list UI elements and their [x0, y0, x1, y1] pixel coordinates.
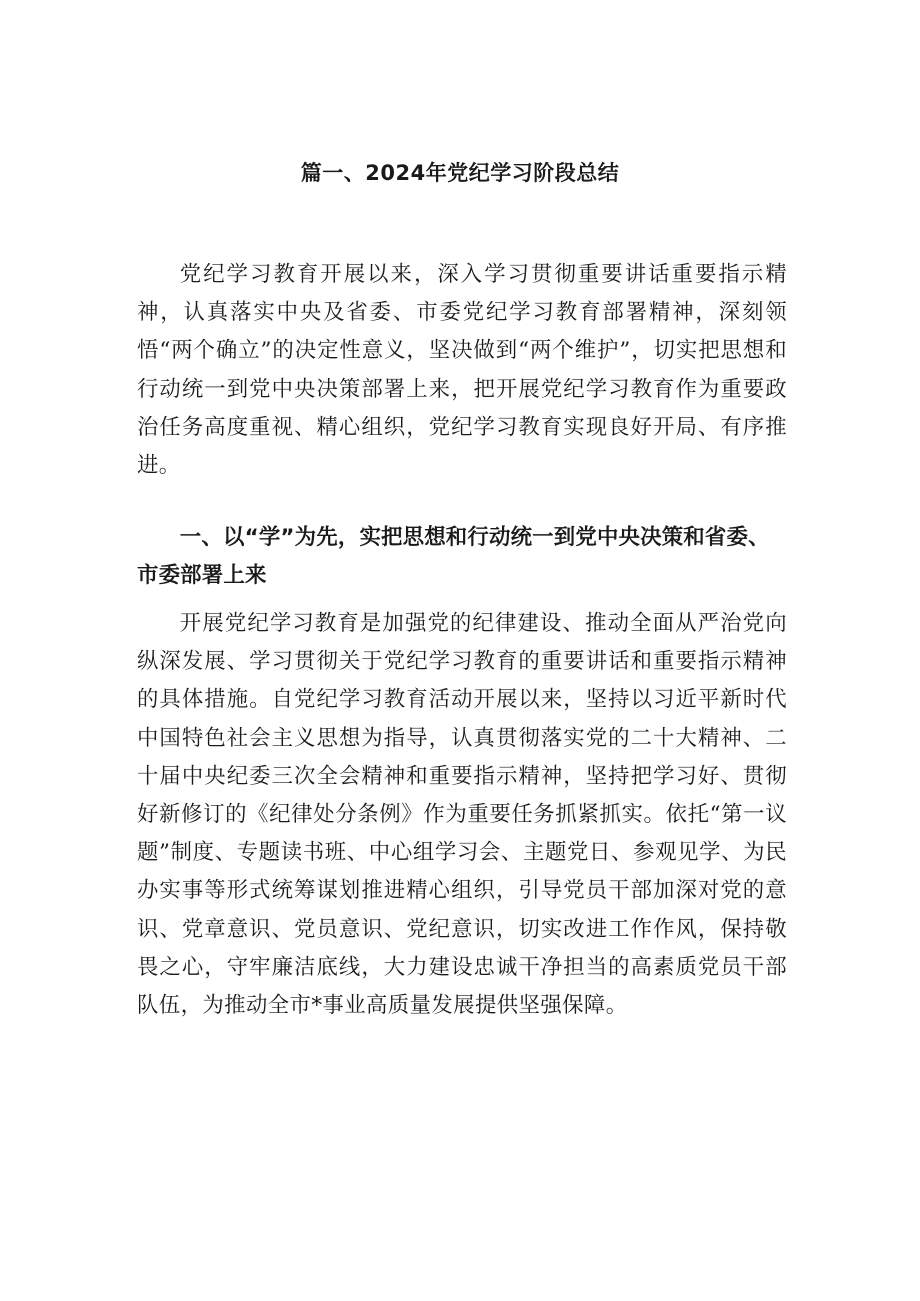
- document-title: 篇一、2024年党纪学习阶段总结: [300, 161, 620, 185]
- intro-paragraph: 党纪学习教育开展以来，深入学习贯彻重要讲话重要指示精神，认真落实中央及省委、市委党纪学习教育部署精神，深刻领悟“两个确立”的决定性意义，坚决做到“两个维护”，切实把思想和行动统一到党中央决策部署上来，把开展党纪学习教育作为重要政治任务高度重视、精心组织，党纪学习教育实现良好开局、有序推进。: [137, 262, 787, 479]
- section-heading: 一、以“学”为先，实把思想和行动统一到党中央决策和省委、市委部署上来: [137, 525, 770, 589]
- section-paragraph: 开展党纪学习教育是加强党的纪律建设、推动全面从严治党向纵深发展、学习贯彻关于党纪学习教育的重要讲话和重要指示精神的具体措施。自党纪学习教育活动开展以来，坚持以习近平新时代中国特色社会主义思想为指导，认真贯彻落实党的二十大精神、二十届中央纪委三次全会精神和重要指示精神，坚持把学习好、贯彻好新修订的《纪律处分条例》作为重要任务抓紧抓实。依托“第一议题”制度、专题读书班、中心组学习会、主题党日、参观见学、为民办实事等形式统筹谋划推进精心组织，引导党员干部加深对党的意识、党章意识、党员意识、党纪意识，切实改进工作作风，保持敬畏之心，守牢廉洁底线，大力建设忠诚干净担当的高素质党员干部队伍，为推动全市*事业高质量发展提供坚强保障。: [137, 611, 787, 1019]
